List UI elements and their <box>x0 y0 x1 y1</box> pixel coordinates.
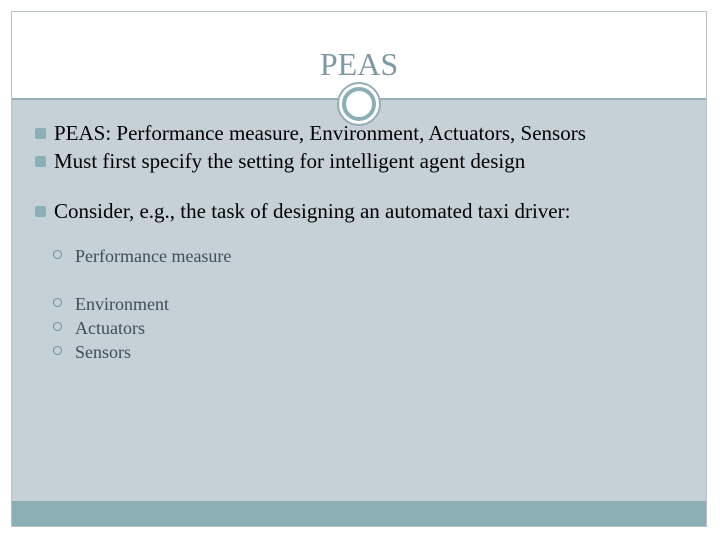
bullet-text: PEAS: Performance measure, Environment, Actuators, Sensors <box>54 121 586 145</box>
sub-bullet-text: Actuators <box>75 318 145 338</box>
circle-bullet-icon <box>53 250 62 259</box>
circle-bullet-icon <box>53 298 62 307</box>
bullet-item <box>12 200 706 222</box>
slide-content <box>12 122 706 364</box>
sub-bullet-item <box>12 340 706 364</box>
footer-bar <box>12 501 706 526</box>
square-bullet-icon <box>35 128 46 139</box>
sub-bullet-item <box>12 292 706 316</box>
slide <box>11 11 707 527</box>
square-bullet-icon <box>35 156 46 167</box>
bullet-item <box>12 122 706 144</box>
sub-bullet-text: Sensors <box>75 342 132 362</box>
circle-bullet-icon <box>53 322 62 331</box>
sub-bullet-text: Performance measure <box>75 246 232 266</box>
sub-bullet-text: Environment <box>75 294 169 314</box>
bullet-text: Consider, e.g., the task of designing an automated taxi driver: <box>54 199 571 223</box>
slide-title: PEAS <box>319 46 399 82</box>
square-bullet-icon <box>35 206 46 217</box>
sub-bullet-item <box>12 316 706 340</box>
bullet-item <box>12 150 706 172</box>
sub-bullet-item <box>12 244 706 268</box>
circle-bullet-icon <box>53 346 62 355</box>
bullet-text: Must first specify the setting for intelligent agent design <box>54 149 526 173</box>
